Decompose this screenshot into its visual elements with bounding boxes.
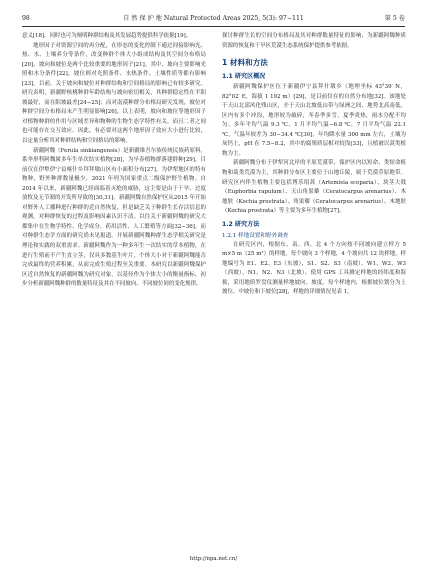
paragraph: 新疆阿魏（Ferula sinkiangensis）是新疆维吾尔族传统民族药原料，系伞形科阿魏属多年生单次结实植物[28]，为早春植物群落建群种[29]，目前仅在伊犁伊宁县喀什乡拜拜墩山区有小面积分布[27]，为伊犁地区的特有物种，野外种群数量极少，2021 年列为国家重点二级保护野生植物。自 2014 年以来，新疆阿魏已经面临着灭绝的威胁，这主要是由于干旱、过度放牧及无节制的开发所导致的[30,31]。新疆阿魏自然保护区从2015 年开始对野外人工播种进行种群的近自然恢复，但是缺乏关于种群生长存活信息的观测，对种群恢复的过程及影响因素认识不清。以往关于新疆阿魏的研究大都集中在生物学特性、化学成分、药用活性、人工繁殖等方面[32−36]，而对种群生态学方面的研究尚未见报道。开展新疆阿魏种群生态学相关研究是理论和实践的双重需求。新疆阿魏作为一种多年生一次结实的草本植物，在进行生殖前不产生直立茎，仅具多数基生叶片，个体大小对于新疆阿魏能否完成最终的营养积累，从而完成生殖过程至关重要。本研究以新疆阿魏保护区近自然恢复的新疆阿魏为研究对象，以基径作为个体大小的衡量指标，初步分析新疆阿魏种群的数量特征及其在不同坡向、不同坡位间的变化规律， xyxy=(22,147,206,288)
subsection-heading: 1.1 研究区概况 xyxy=(222,73,266,81)
running-header xyxy=(22,14,405,24)
paragraph: 探讨种群生长的空间分布格局及其对种群数量特征的影响，为新疆阿魏种质资源的恢复和干旱区荒漠生态系统保护提供参考依据。 xyxy=(222,33,406,49)
paragraph: 新疆阿魏保护区位于新疆伊宁县拜什墩乡（地理坐标 43°39′ N，82°02′ E，海拔 1 192 m）[29]，是目前仅存的自然分布地[32]。该地处于天山北部风化残山区，介于天山北坡低山带与绿洲之间，地势北高南低。区内有多个冲沟，地形较为破碎，冬春季多雪，夏季炎热，雨水分配不均匀。多年平均气温 9.3 ℃，1 月平均气温−6.8 ℃，7 月平均气温 22.1 ℃，气温年较差为 30−34.4 ℃[30]。年均降水量 300 mm 左右，土壤为灰钙土，pH 在 7.5−8.2，其中的腐殖质层相对较浅[33]，且植被以蒿类植物为主。 xyxy=(222,84,406,157)
volume-label: 第 5 卷 xyxy=(384,15,405,22)
paragraph: 地形因子对资源空间的再分配，在形态的变化控制下通过间接影响光、热、水、土壤养分等条件，改变种群个体大小组成结构及其空间分布格局[20]。坡向和坡位是两个比较重要的地形因子[21]。其中，坡向主要影响光照和水分条件[22]，坡位则对光照条件、水热条件、土壤性质等都有影响[23]。目前，关于坡向和坡位对种群结构和空间格局的影响已有较多研究。研究表明，新疆野核桃种群年龄结构与坡向密切相关，其种群稳定性在半阳坡最好，而在阳坡最差[24−25]；而对南漠种群分布格局研究发现，坡位对种群空间分布格局未产生明显影响[26]。以上表明，坡向和坡位等地形因子对植物种群的作用与区域差异和物种的生物生态学特性有关，而且二者之间也可能存在交互效应。因此，有必要对这两个地形因子效应大小进行比较，以定量分析其对种群结构和空间格局的影响。 xyxy=(22,42,206,145)
left-column xyxy=(22,32,206,290)
page-number: 98 xyxy=(22,15,30,22)
paragraph: 意义[18]。同时也可为阐明种群结构及其发展趋势提供科学依据[19]。 xyxy=(22,33,192,39)
paragraph: 在研究区内，根据东、南、西、北 4 个方向按不同坡向建立样方 5 m×5 m（25 m²）的样地，每个坡向 3 个样地，4 个坡向共 12 块样地，样地编号为 E1、E2、E3（东坡），S1、S2、S3（南坡），W1、W2、W3（西坡），N1、N2、N3（北坡）。使用 GPS 工具测定样地的经纬度和海拔，采用地质罗盘仪测量样地坡向、坡度。每个样地内，根据坡位划分为上坡位、中坡位和下坡位[28]，样地的详细情况见表 1。 xyxy=(222,241,406,296)
right-column xyxy=(222,32,406,298)
footer-url: http://npa.net.cn/ xyxy=(189,556,238,562)
subsection-heading: 1.2 研究方法 xyxy=(222,220,260,228)
header-rule xyxy=(22,26,405,27)
paragraph: 新疆阿魏分布于伊犁河北岸的平原荒漠带，保护区内以短命、类短命植物和蒿类荒漠为主，其种群分布区主要位于山地丘陵，属于荒漠草原地带。研究区内伴生植物主要包括博乐绢蒿（Artemisia scoparia）、块茎大戟（Euphorbia rapulum）、天山角果藜（Ceratocarpus arenarius）、木地肤（Kochia prostrata）、角果藜（Ceratocarpus arenarius）、木地肤（Kochia prostrata）等主要为多年生植物[27]。 xyxy=(222,160,406,215)
subsubsection-heading: 1.2.1 样地设置和野外调查 xyxy=(222,232,289,239)
section-heading: 1 材料和方法 xyxy=(222,58,268,68)
journal-citation: 自 然 保 护 地 Natural Protected Areas 2025, 5(3): 97−111 xyxy=(123,15,304,22)
